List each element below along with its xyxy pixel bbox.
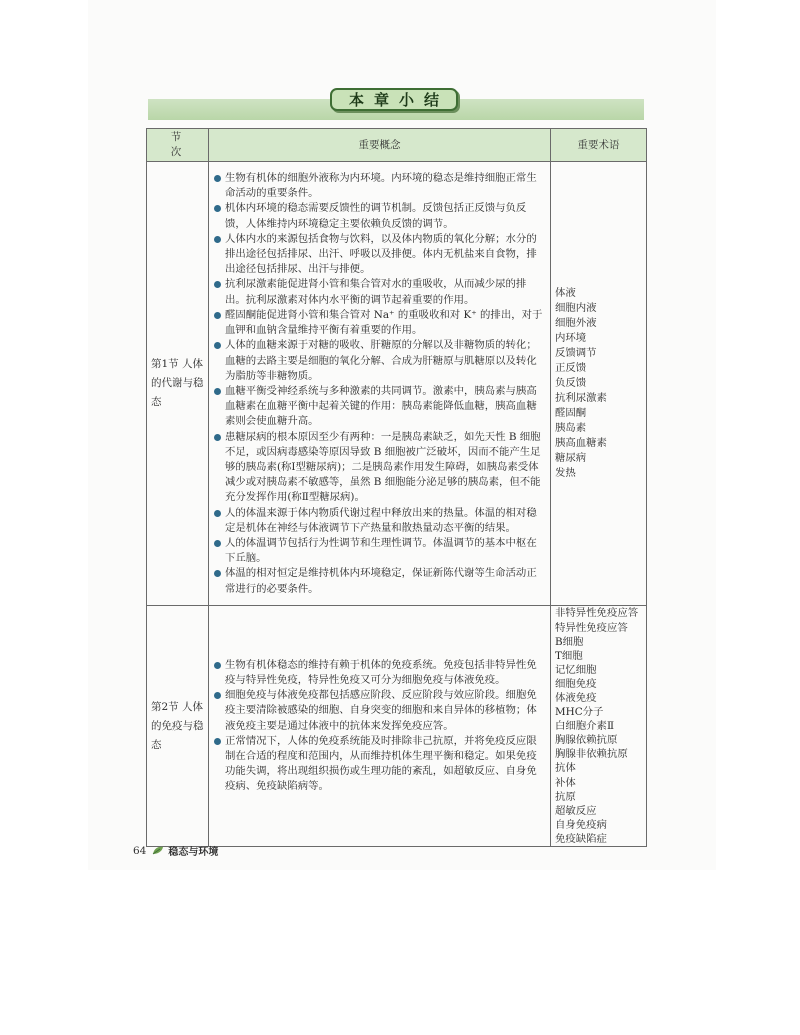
concept-item: 人的体温来源于体内物质代谢过程中释放出来的热量。体温的相对稳定是机体在神经与体液调节下产热量和散热量动态平衡的结果。 [213, 506, 547, 536]
term-item: 超敏反应 [555, 804, 597, 817]
term-item: 抗体 [555, 762, 576, 775]
term-item: 内环境 [555, 332, 587, 345]
concept-item: 机体内环境的稳态需要反馈性的调节机制。反馈包括正反馈与负反馈，人体维持内环境稳定主要依赖负反馈的调节。 [213, 201, 547, 231]
bullet-icon [214, 692, 221, 699]
book-title: 稳态与环境 [168, 847, 219, 858]
bullet-icon [214, 388, 221, 395]
term-item: 抗利尿激素 [555, 392, 607, 405]
term-item: 记忆细胞 [555, 663, 597, 676]
concept-item: 醛固酮能促进肾小管和集合管对 Na⁺ 的重吸收和对 K⁺ 的排出，对于血钾和血钠含量维持平衡有着重要的作用。 [213, 308, 547, 338]
header-terms: 重要术语 [551, 129, 647, 162]
term-item: 免疫缺陷症 [555, 832, 607, 845]
table-header-row [147, 129, 647, 162]
term-item: 胸腺依赖抗原 [555, 734, 618, 747]
term-item: 细胞外液 [555, 317, 597, 330]
bullet-icon [214, 662, 221, 669]
term-item: 自身免疫病 [555, 818, 607, 831]
concept-item: 人的体温调节包括行为性调节和生理性调节。体温调节的基本中枢在下丘脑。 [213, 536, 547, 566]
concept-item: 细胞免疫与体液免疫都包括感应阶段、反应阶段与效应阶段。细胞免疫主要清除被感染的细胞、自身突变的细胞和来自异体的移植物；体液免疫主要是通过体液中的抗体来发挥免疫应答。 [213, 688, 547, 734]
term-item: 补体 [555, 776, 576, 789]
bullet-icon [214, 738, 221, 745]
bullet-icon [214, 281, 221, 288]
term-item: T细胞 [555, 649, 583, 662]
term-item: 胰岛素 [555, 422, 587, 435]
term-item: MHC分子 [555, 706, 604, 719]
term-item: 反馈调节 [555, 347, 597, 360]
concept-list [213, 658, 547, 795]
summary-table [146, 128, 647, 847]
term-item: 发热 [555, 467, 576, 480]
bullet-icon [214, 510, 221, 517]
bullet-icon [214, 175, 221, 182]
term-item: 正反馈 [555, 362, 587, 375]
concept-list [213, 171, 547, 597]
section-2-concepts [209, 606, 551, 847]
term-item: 白细胞介素Ⅱ [555, 720, 615, 733]
term-item: B细胞 [555, 635, 584, 648]
term-item: 糖尿病 [555, 452, 587, 465]
bullet-icon [214, 342, 221, 349]
term-item: 胸腺非依赖抗原 [555, 748, 628, 761]
concept-item: 人体的血糖来源于对糖的吸收、肝糖原的分解以及非糖物质的转化；血糖的去路主要是细胞的氧化分解、合成为肝糖原与肌糖原以及转化为脂肪等非糖物质。 [213, 338, 547, 384]
concept-item: 人体内水的来源包括食物与饮料，以及体内物质的氧化分解；水分的排出途径包括排尿、出汗、呼吸以及排便。体内无机盐来自食物，排出途径包括排尿、出汗与排便。 [213, 232, 547, 278]
concept-item: 患糖尿病的根本原因至少有两种：一是胰岛素缺乏，如先天性 B 细胞不足，或因病毒感染等原因导致 B 细胞被广泛破坏，因而不能产生足够的胰岛素(称Ⅰ型糖尿病)；二是胰岛素作用发生障碍，如胰岛素受体减少或对胰岛素不敏感等，虽然 B 细胞能分泌足够的胰岛素，但不能充分发挥作用(称Ⅱ型糖尿病)。 [213, 430, 547, 506]
bullet-icon [214, 434, 221, 441]
concept-item: 正常情况下，人体的免疫系统能及时排除非己抗原，并将免疫反应限制在合适的程度和范围内，从而维持机体生理平衡和稳定。如果免疫功能失调，将出现组织损伤或生理功能的紊乱，如超敏反应、自身免疫病、免疫缺陷病等。 [213, 734, 547, 795]
bullet-icon [214, 205, 221, 212]
term-item: 体液免疫 [555, 691, 597, 704]
term-item: 体液 [555, 287, 576, 300]
term-item: 非特异性免疫应答 [555, 607, 639, 620]
term-item: 抗原 [555, 790, 576, 803]
concept-item: 生物有机体稳态的维持有赖于机体的免疫系统。免疫包括非特异性免疫与特异性免疫，特异性免疫又可分为细胞免疫与体液免疫。 [213, 658, 547, 688]
table-row-section-2 [147, 606, 647, 847]
table-row-section-1 [147, 162, 647, 606]
section-2-terms [551, 606, 647, 847]
leaf-icon [152, 846, 164, 855]
concept-item: 体温的相对恒定是维持机体内环境稳定，保证新陈代谢等生命活动正常进行的必要条件。 [213, 566, 547, 596]
page-number: 64 [133, 844, 147, 857]
header-section: 节次 [147, 129, 209, 162]
section-2-label: 第2节 人体的免疫与稳态 [147, 606, 209, 847]
page-footer [133, 843, 218, 858]
bullet-icon [214, 570, 221, 577]
term-item: 负反馈 [555, 377, 587, 390]
term-item: 细胞免疫 [555, 677, 597, 690]
concept-item: 抗利尿激素能促进肾小管和集合管对水的重吸收，从而减少尿的排出。抗利尿激素对体内水平衡的调节起着重要的作用。 [213, 277, 547, 307]
bullet-icon [214, 540, 221, 547]
bullet-icon [214, 236, 221, 243]
section-1-label: 第1节 人体的代谢与稳态 [147, 162, 209, 606]
bullet-icon [214, 312, 221, 319]
concept-item: 血糖平衡受神经系统与多种激素的共同调节。激素中，胰岛素与胰高血糖素在血糖平衡中起着关键的作用：胰岛素能降低血糖，胰高血糖素则会使血糖升高。 [213, 384, 547, 430]
chapter-summary-title: 本章小结 [330, 88, 458, 111]
section-1-terms [551, 162, 647, 606]
concept-item: 生物有机体的细胞外液称为内环境。内环境的稳态是维持细胞正常生命活动的重要条件。 [213, 171, 547, 201]
term-item: 细胞内液 [555, 302, 597, 315]
term-item: 特异性免疫应答 [555, 621, 628, 634]
section-1-concepts [209, 162, 551, 606]
term-item: 胰高血糖素 [555, 437, 607, 450]
header-concepts: 重要概念 [209, 129, 551, 162]
term-item: 醛固酮 [555, 407, 587, 420]
